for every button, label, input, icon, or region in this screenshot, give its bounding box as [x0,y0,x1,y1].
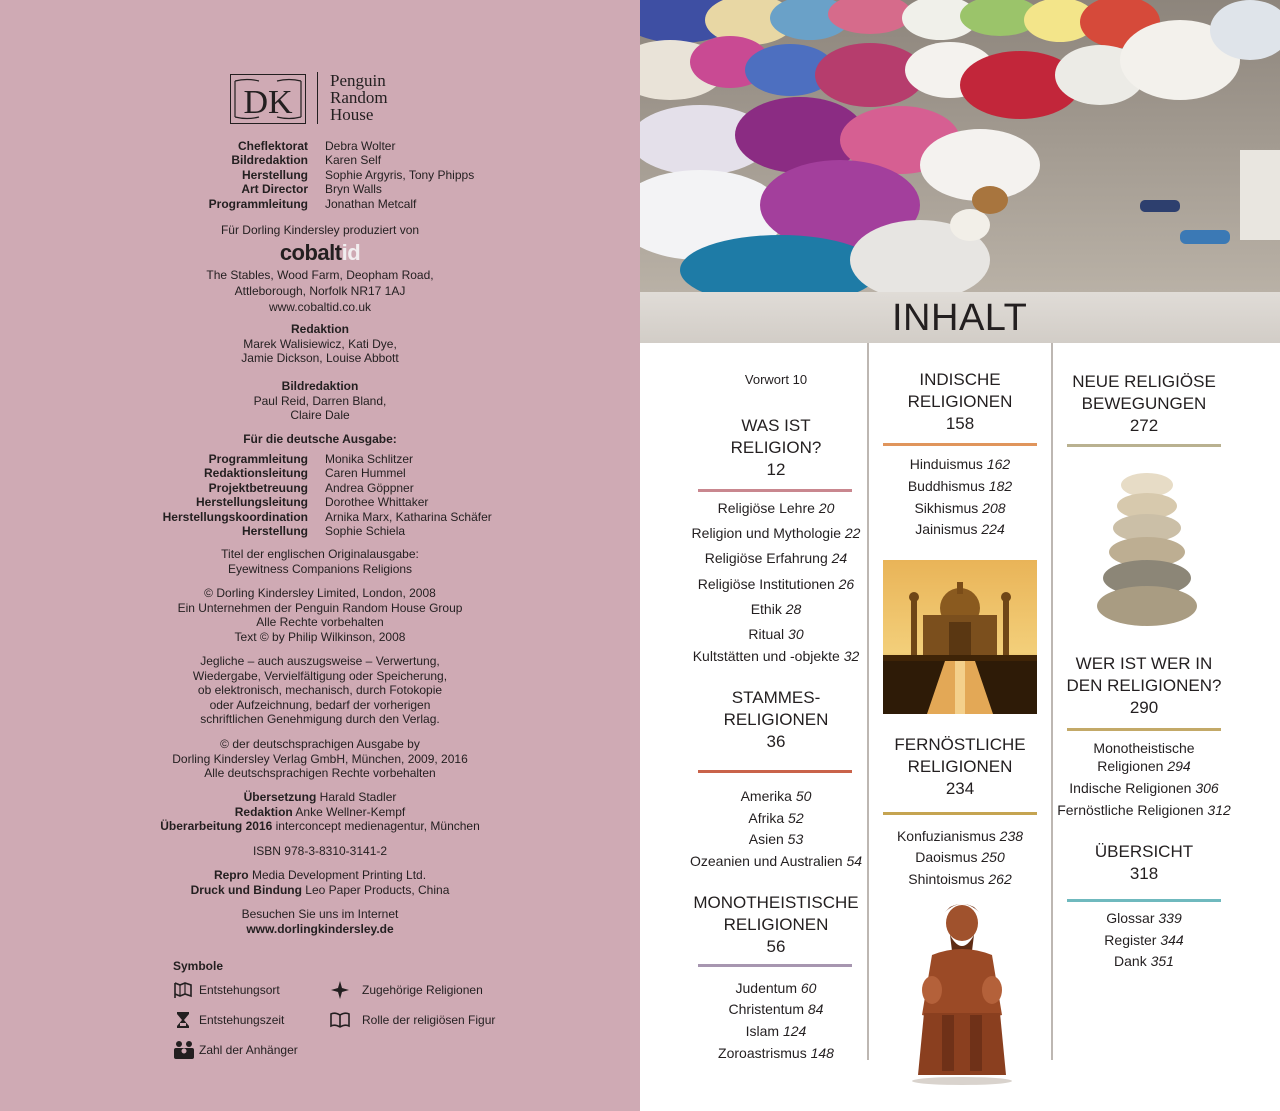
stacked-stones-photo [1092,470,1202,630]
toc-entry[interactable]: Jainismus 224 [915,521,1005,537]
toc-entry[interactable]: Judentum 60 [735,980,817,996]
print-credit: Repro Media Development Printing Ltd. [213,868,427,882]
toc-entry[interactable]: Religion und Mythologie 22 [691,525,861,541]
hourglass-icon [173,1010,193,1030]
producer-address: The Stables, Wood Farm, Deopham Road, Attleborough, Norfolk NR17 1AJ www.cobaltid.co.uk [206,268,434,314]
rights-block: Jegliche – auch auszugsweise – Verwertung, Wiedergabe, Vervielfältigung oder Speicherung, ob elektronisch, mechanisch, durch Fotokopie oder Aufzeichnung, bedarf der vorherigen schriftlichen Genehmigung durch den Verlag. [192,654,448,726]
taj-mahal-photo [883,560,1037,714]
credit-row: Programmleitung Monika Schlitzer [208,452,414,466]
section-rule [883,812,1037,815]
copyright-de-block: © der deutschsprachigen Ausgabe by Dorling Kindersley Verlag GmbH, München, 2009, 2016 Alle deutschsprachigen Rechte vorbehalten [172,737,468,780]
isbn: ISBN 978-3-8310-3141-2 [252,844,388,858]
website-link[interactable]: www.dorlingkindersley.de [246,922,394,936]
publisher-logo [230,72,430,124]
section-rule [1067,728,1221,731]
credit-row: Programmleitung Jonathan Metcalf [208,197,417,211]
section-rule [1067,444,1221,447]
credit-row: Herstellungsleitung Dorothee Whittaker [195,495,429,509]
toc-entry[interactable]: Register 344 [1104,932,1184,948]
book-icon [330,1010,350,1030]
toc-entry[interactable]: Ritual 30 [748,626,804,642]
section-rule [698,489,852,492]
toc-entry[interactable]: Kultstätten und -objekte 32 [692,648,860,664]
toc-entry[interactable]: Islam 124 [745,1023,807,1039]
german-edition-title: Für die deutsche Ausgabe: [243,432,397,446]
dk-logo-icon [230,74,306,124]
toc-entry[interactable]: Daoismus 250 [915,849,1005,865]
section-rule [883,443,1037,446]
toc-entry[interactable]: Religiöse Lehre 20 [717,500,835,516]
star-icon [330,980,350,1000]
section-heading[interactable]: WER IST WER IN DEN RELIGIONEN? 290 [1066,654,1222,717]
section-rule [698,770,852,773]
toc-entry[interactable]: Konfuzianismus 238 [896,828,1024,844]
original-title-block: Titel der englischen Originalausgabe: Eyewitness Companions Religions [221,547,419,576]
toc-entry[interactable]: Hinduismus 162 [909,456,1011,472]
credit-row: Projektbetreuung Andrea Göppner [208,481,414,495]
people-icon [173,1040,193,1060]
credit-row: Art Director Bryn Walls [241,182,382,196]
translation-credit: Überarbeitung 2016 interconcept medienagentur, München [160,819,480,833]
section-heading[interactable]: WAS IST RELIGION? 12 [730,416,822,479]
toc-entry[interactable]: Ozeanien und Australien 54 [689,853,863,869]
translation-credit: Redaktion Anke Wellner-Kempf [234,805,406,819]
toc-entry[interactable]: Sikhismus 208 [914,500,1006,516]
toc-entry[interactable]: Amerika 50 [740,788,812,804]
cobaltid-logo: cobaltid [279,240,361,265]
redaktion-block: Redaktion Marek Walisiewicz, Kati Dye, Jamie Dickson, Louise Abbott [241,322,399,365]
toc-entry[interactable]: Fernöstliche Religionen 312 [1057,802,1231,818]
credit-row: Bildredaktion Karen Self [231,153,382,167]
praying-crowd-photo [640,0,1280,292]
credit-row: Herstellung Sophie Schiela [241,524,406,538]
toc-entry[interactable]: Indische Religionen 306 [1069,780,1219,796]
toc-entry[interactable]: Religionen 294 [1097,758,1191,774]
page-title: INHALT [892,297,1028,339]
flag-map-icon [173,980,193,1000]
toc-entry[interactable]: Ethik 28 [750,601,802,617]
toc-entry[interactable]: Dank 351 [1114,953,1174,969]
section-rule [698,964,852,967]
section-heading[interactable]: NEUE RELIGIÖSE BEWEGUNGEN 272 [1072,372,1216,435]
toc-entry[interactable]: Afrika 52 [748,810,804,826]
bildredaktion-block: Bildredaktion Paul Reid, Darren Bland, Claire Dale [253,379,387,422]
colophon-page: DK Penguin Random House Cheflektorat Debra Wolter Bildredaktion Karen Self Herstellung Sophie Argyris, Tony Phipps Art Director Bryn Walls Programmleitung Jonathan Metcalf Für Dorling Kindersley produziert von cobaltid The Stables, Wood Farm, Deopham Road, Attleborough, Norfolk NR17 1AJ www.cobaltid.co.uk Redaktion Marek Walisiewicz, Kati Dye, Jamie Dickson, Louise Abbott Bildredaktion Paul Reid, Darren Bland, Claire Dale Für die deutsche Ausgabe: Programmleitung Monika Schlitzer Redaktionsleitung Caren Hummel Projektbetreuung Andrea Göppner Herstellungsleitung Dorothee Whittaker Herstellungskoordination Arnika Marx, Katharina Schäfer Herstellung Sophie Schiela Titel der englischen Originalausgabe: Eyewitness Companions Religions © Dorling Kindersley Limited, London, 2008 Ein Unternehmen der Penguin Random House Group Alle Rechte vorbehalten Text © by Philip Wilkinson, 2008 Jegliche – auch auszugsweise – Verwertung, Wiedergabe, Vervielfältigung oder Speicherung, ob elektronisch, mechanisch, durch Fotokopie oder Aufzeichnung, bedarf der vorherigen schriftlichen Genehmigung durch den Verlag. © der deutschsprachigen Ausgabe by Dorling Kindersley Verlag GmbH, München, 2009, 2016 Alle deutschsprachigen Rechte vorbehalten Übersetzung Harald Stadler Redaktion Anke Wellner-Kempf Überarbeitung 2016 interconcept medienagentur, München ISBN 978-3-8310-3141-2 Repro Media Development Printing Ltd. Druck und Bindung Leo Paper Products, China Besuchen Sie uns im Internet www.dorlingkindersley.de Symbole Entstehungsort Zugehörige Religionen Entstehungszeit Rolle der religiösen Figur Zahl der Anhänger [0,0,640,1111]
section-heading[interactable]: INDISCHE RELIGIONEN 158 [907,370,1013,433]
section-heading[interactable]: MONOTHEISTISCHE RELIGIONEN 56 [693,893,859,956]
penguin-random-house-wordmark: Penguin Random House [330,71,388,124]
visit-text: Besuchen Sie uns im Internet [241,907,399,921]
contents-page [640,0,1280,1111]
toc-entry[interactable]: Religiöse Institutionen 26 [697,576,855,592]
toc-entry[interactable]: Glossar 339 [1106,910,1182,926]
section-heading[interactable]: ÜBERSICHT 318 [1094,842,1194,883]
toc-entry[interactable]: Monotheistische [1093,740,1195,756]
symbols-title: Symbole [173,959,224,973]
credit-row: Cheflektorat Debra Wolter [237,139,396,153]
credit-row: Redaktionsleitung Caren Hummel [203,466,406,480]
credit-row: Herstellung Sophie Argyris, Tony Phipps [241,168,475,182]
toc-entry-vorwort[interactable]: Vorwort 10 [744,372,808,387]
guan-yu-statue-photo [902,895,1022,1085]
translation-credit: Übersetzung Harald Stadler [243,790,397,804]
section-heading[interactable]: STAMMES- RELIGIONEN 36 [723,688,829,751]
toc-entry[interactable]: Buddhismus 182 [907,478,1013,494]
credit-row: Herstellungskoordination Arnika Marx, Katharina Schäfer [162,510,492,524]
copyright-uk-block: © Dorling Kindersley Limited, London, 2008 Ein Unternehmen der Penguin Random House Group Alle Rechte vorbehalten Text © by Philip Wilkinson, 2008 [177,586,463,644]
section-rule [1067,899,1221,902]
toc-entry[interactable]: Religiöse Erfahrung 24 [704,550,848,566]
toc-entry[interactable]: Zoroastrismus 148 [718,1045,834,1061]
logo-divider [317,72,318,124]
toc-entry[interactable]: Christentum 84 [728,1001,824,1017]
dk-letters: DK [243,84,293,121]
produced-by: Für Dorling Kindersley produziert von [220,223,420,237]
section-heading[interactable]: FERNÖSTLICHE RELIGIONEN 234 [894,735,1026,798]
toc-entry[interactable]: Shintoismus 262 [908,871,1012,887]
print-credit: Druck und Bindung Leo Paper Products, China [190,883,450,897]
toc-entry[interactable]: Asien 53 [748,831,804,847]
